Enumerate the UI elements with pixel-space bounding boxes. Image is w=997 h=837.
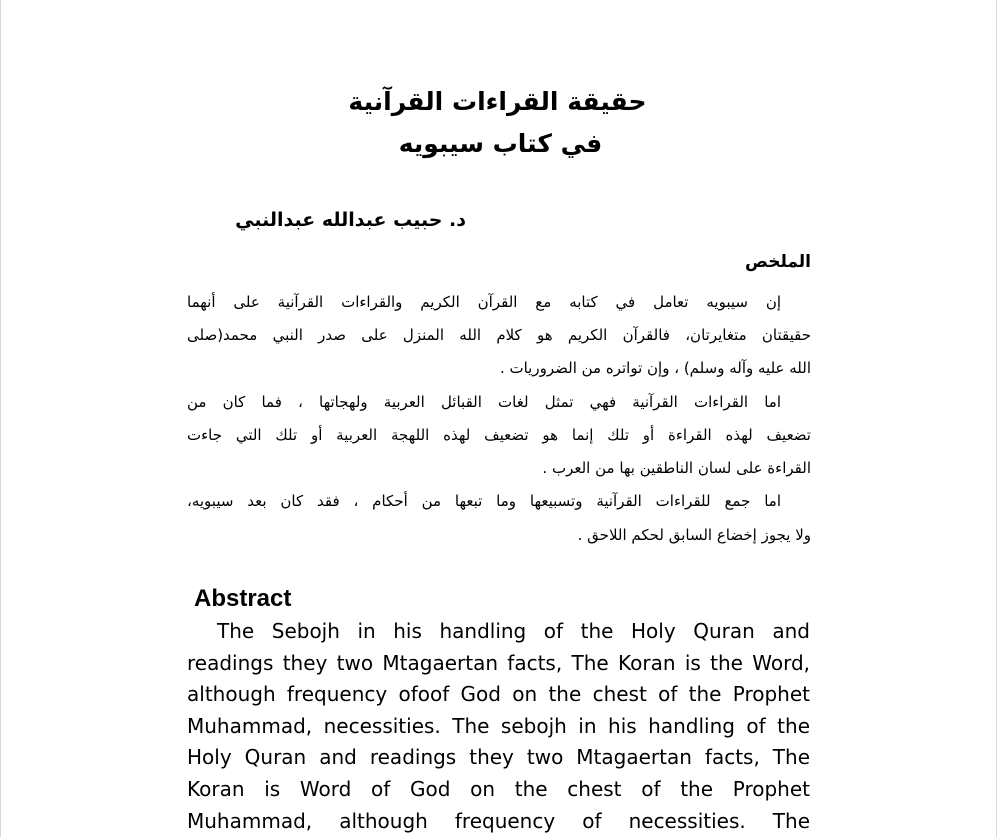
abstract-line: Muhammad, although frequency of necessities. The	[187, 809, 810, 833]
abstract-line: Holy Quran and readings they two Mtagaertan facts, The	[187, 745, 810, 769]
abstract-line: readings they two Mtagaertan facts, The Koran is the Word,	[187, 651, 810, 675]
author-name: د. حبيب عبدالله عبدالنبي	[235, 209, 466, 231]
abstract-line: Koran is Word of God on the chest of the Prophet	[187, 777, 810, 801]
paper-title-line-1: حقيقة القراءات القرآنية	[348, 87, 647, 116]
arabic-summary-line: تضعيف لهذه القراءة أو تلك إنما هو تضعيف لهذه اللهجة العربية أو تلك التي جاءت	[187, 426, 811, 444]
arabic-summary-line: حقيقتان متغايرتان، فالقرآن الكريم هو كلام الله المنزل على صدر النبي محمد(صلى	[187, 326, 811, 344]
abstract-line: The Sebojh in his handling of the Holy Quran and	[217, 619, 810, 643]
abstract-line: although frequency ofoof God on the chest of the Prophet	[187, 682, 810, 706]
arabic-summary-line: الله عليه وآله وسلم) ، وإن تواتره من الضروريات .	[499, 359, 811, 377]
arabic-summary-heading: الملخص	[745, 252, 811, 272]
arabic-summary-line: القراءة على لسان الناطقين بها من العرب .	[542, 459, 811, 477]
abstract-line: Muhammad, necessities. The sebojh in his handling of the	[187, 714, 810, 738]
arabic-summary-line: إن سيبويه تعامل في كتابه مع القرآن الكريم والقراءات القرآنية على أنهما	[187, 293, 781, 311]
paper-title-line-2: في كتاب سيبويه	[398, 129, 603, 158]
arabic-summary-line: اما جمع للقراءات القرآنية وتسبيعها وما تبعها من أحكام ، فقد كان بعد سيبويه،	[187, 492, 781, 510]
abstract-heading: Abstract	[194, 585, 292, 612]
arabic-summary-line: اما القراءات القرآنية فهي تمثل لغات القبائل العربية ولهجاتها ، فما كان من	[187, 393, 781, 411]
arabic-summary-line: ولا يجوز إخضاع السابق لحكم اللاحق .	[577, 526, 811, 544]
